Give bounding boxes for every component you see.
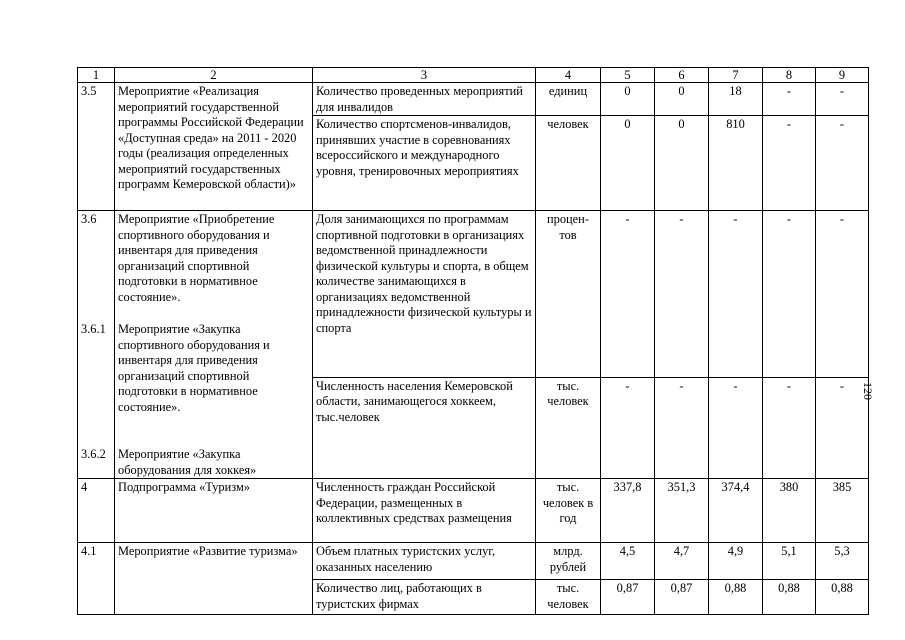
value-cell: 337,8	[601, 479, 655, 543]
indicator-name: Доля занимающихся по программам спортивной подготовки в организациях ведомственной принадлежности физической культуры и спорта, в общем количестве занимающихся в организациях ведомственной принадлежности физической культуры и спорта	[313, 211, 536, 378]
row-number: 3.6.1	[81, 322, 106, 336]
value-cell: -	[763, 116, 816, 211]
indicator-unit: человек	[536, 116, 601, 211]
event-name: Мероприятие «Закупка оборудования для хоккея»	[118, 447, 257, 477]
header-cell: 7	[709, 68, 763, 83]
value-cell: 18	[709, 83, 763, 116]
header-cell: 4	[536, 68, 601, 83]
indicator-name: Количество спортсменов-инвалидов, принявших участие в соревнованиях всероссийского и международного уровня, тренировочных мероприятиях	[313, 116, 536, 211]
value-cell: 380	[763, 479, 816, 543]
row-number: 4.1	[78, 543, 115, 615]
header-cell: 2	[115, 68, 313, 83]
event-name-stack	[115, 211, 313, 479]
value-cell: 810	[709, 116, 763, 211]
value-cell: 0,88	[763, 580, 816, 615]
value-cell: 374,4	[709, 479, 763, 543]
indicators-table	[77, 67, 869, 615]
table-row	[78, 211, 869, 378]
header-cell: 3	[313, 68, 536, 83]
row-number: 4	[78, 479, 115, 543]
table-row	[78, 479, 869, 543]
value-cell: 0	[655, 116, 709, 211]
value-cell: 0	[601, 83, 655, 116]
value-cell: -	[816, 116, 869, 211]
value-cell: -	[655, 377, 709, 478]
indicator-name: Объем платных туристских услуг, оказанных населению	[313, 543, 536, 580]
value-cell: -	[763, 83, 816, 116]
indicator-unit: тыс. человек в год	[536, 479, 601, 543]
indicator-unit: тыс. человек	[536, 580, 601, 615]
indicator-name: Численность граждан Российской Федерации, размещенных в коллективных средствах размещения	[313, 479, 536, 543]
indicator-unit: млрд. рублей	[536, 543, 601, 580]
value-cell: 385	[816, 479, 869, 543]
header-cell: 9	[816, 68, 869, 83]
page-number: 120	[861, 382, 875, 400]
value-cell: -	[709, 211, 763, 378]
value-cell: 0	[601, 116, 655, 211]
header-cell: 8	[763, 68, 816, 83]
row-number: 3.6.2	[81, 447, 106, 461]
table-row	[78, 83, 869, 116]
value-cell: 5,1	[763, 543, 816, 580]
header-cell: 5	[601, 68, 655, 83]
value-cell: -	[816, 377, 869, 478]
table-row	[78, 543, 869, 580]
value-cell: -	[655, 211, 709, 378]
value-cell: -	[763, 377, 816, 478]
event-name: Подпрограмма «Туризм»	[115, 479, 313, 543]
indicator-name: Количество проведенных мероприятий для инвалидов	[313, 83, 536, 116]
value-cell: 351,3	[655, 479, 709, 543]
indicator-name: Численность населения Кемеровской области, занимающегося хоккеем, тыс.человек	[313, 377, 536, 478]
table-header-row	[78, 68, 869, 83]
row-number-stack	[78, 211, 115, 479]
indicator-name: Количество лиц, работающих в туристских фирмах	[313, 580, 536, 615]
header-cell: 6	[655, 68, 709, 83]
value-cell: 0,88	[709, 580, 763, 615]
value-cell: 4,7	[655, 543, 709, 580]
value-cell: 4,9	[709, 543, 763, 580]
event-name: Мероприятие «Приобретение спортивного оборудования и инвентаря для приведения организаций спортивной подготовки в нормативное состояние».	[118, 212, 275, 304]
value-cell: -	[601, 377, 655, 478]
value-cell: 5,3	[816, 543, 869, 580]
value-cell: -	[763, 211, 816, 378]
value-cell: 0,87	[655, 580, 709, 615]
event-name: Мероприятие «Развитие туризма»	[115, 543, 313, 615]
indicator-unit: тыс. человек	[536, 377, 601, 478]
value-cell: 0,88	[816, 580, 869, 615]
indicator-unit: процен-тов	[536, 211, 601, 378]
value-cell: -	[816, 211, 869, 378]
header-cell: 1	[78, 68, 115, 83]
value-cell: -	[601, 211, 655, 378]
value-cell: 0,87	[601, 580, 655, 615]
value-cell: 4,5	[601, 543, 655, 580]
value-cell: -	[816, 83, 869, 116]
row-number: 3.5	[78, 83, 115, 211]
value-cell: -	[709, 377, 763, 478]
value-cell: 0	[655, 83, 709, 116]
indicator-unit: единиц	[536, 83, 601, 116]
row-number: 3.6	[81, 212, 97, 226]
event-name: Мероприятие «Закупка спортивного оборудования и инвентаря для приведения организаций спортивной подготовки в нормативное состояние».	[118, 322, 270, 414]
event-name: Мероприятие «Реализация мероприятий государственной программы Российской Федерации «Доступная среда» на 2011 - 2020 годы (реализация определенных мероприятий государственных программ Кемеровской области)»	[115, 83, 313, 211]
